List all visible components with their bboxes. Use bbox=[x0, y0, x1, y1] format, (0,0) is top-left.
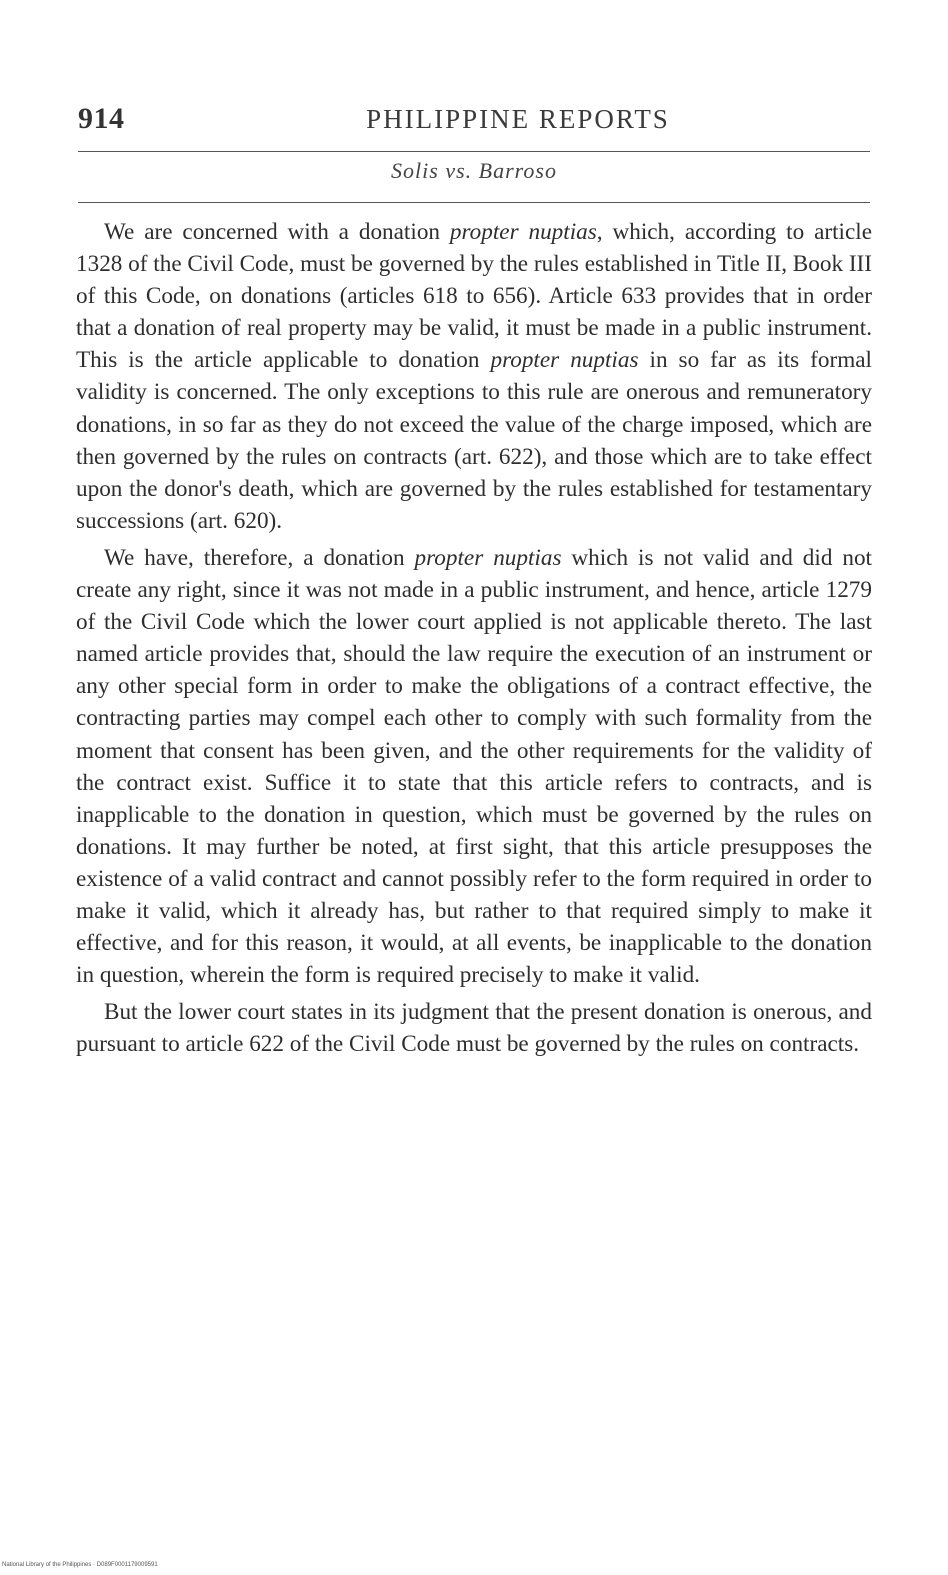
paragraph-2-text-c: which is not valid and did not create any right, since it was not made in a public instrument, and hence, article 1279 of the Civil Code which the lower court applied is not applicable thereto. The last named article provides that, should the law require the execution of an instrument or any other special form in order to make the obligations of a contract effective, the contracting parties may compel each other to comply with such formality from the moment that consent has been given, and the other requirements for the validity of the contract exist. Suffice it to state that this article refers to contracts, and is inapplicable to the donation in question, which must be governed by the rules on donations. It may further be noted, at first sight, that this article presupposes the existence of a valid contract and cannot possibly refer to the form required in order to make it valid, which it already has, but rather to that required simply to make it effective, and for this reason, it would, at all events, be inapplicable to the donation in question, wherein the form is required precisely to make it valid. bbox=[76, 544, 872, 989]
page-number: 914 bbox=[78, 102, 125, 135]
header-rule-top bbox=[78, 151, 870, 152]
paragraph-1-text-a: We are concerned with a donation bbox=[104, 219, 450, 245]
paragraph-1-text-c: , which, according to article 1328 of the Civil Code, must be governed by the rules established in Title II, Book III of this Code, on donations (articles 618 to 656). Article 633 provides that in order that a donation of real property may be valid, it must be made in a public instrument. This is the article applicable to donation bbox=[76, 219, 873, 374]
scan-footer-note: National Library of the Philippines · D089F0001179009591 bbox=[2, 1562, 158, 1568]
running-head: PHILIPPINE REPORTS bbox=[366, 104, 670, 134]
paragraph-1-italic-d: propter nuptias bbox=[490, 347, 639, 374]
paragraph-3-text-a: But the lower court states in its judgment that the present donation is onerous, and pursuant to article 622 of the Civil Code must be governed by the rules on contracts. bbox=[76, 999, 872, 1058]
paragraph-1 bbox=[76, 216, 872, 537]
paragraph-2-italic-b: propter nuptias bbox=[414, 544, 562, 571]
paragraph-2-text-a: We have, therefore, a donation bbox=[104, 544, 415, 571]
paragraph-2 bbox=[76, 542, 872, 991]
paragraph-1-italic-b: propter nuptias bbox=[449, 219, 597, 245]
case-title: Solis vs. Barroso bbox=[391, 158, 557, 183]
header-rule-bottom bbox=[78, 202, 870, 203]
body-text bbox=[76, 216, 872, 1065]
page-header bbox=[78, 102, 870, 146]
paragraph-3 bbox=[76, 996, 872, 1060]
paragraph-1-text-e: in so far as its formal validity is concerned. The only exceptions to this rule are onerous and remuneratory donations, in so far as they do not exceed the value of the charge imposed, which are then governed by the rules on contracts (art. 622), and those which are to take effect upon the donor's death, which are governed by the rules established for testamentary successions (art. 620). bbox=[76, 347, 872, 534]
